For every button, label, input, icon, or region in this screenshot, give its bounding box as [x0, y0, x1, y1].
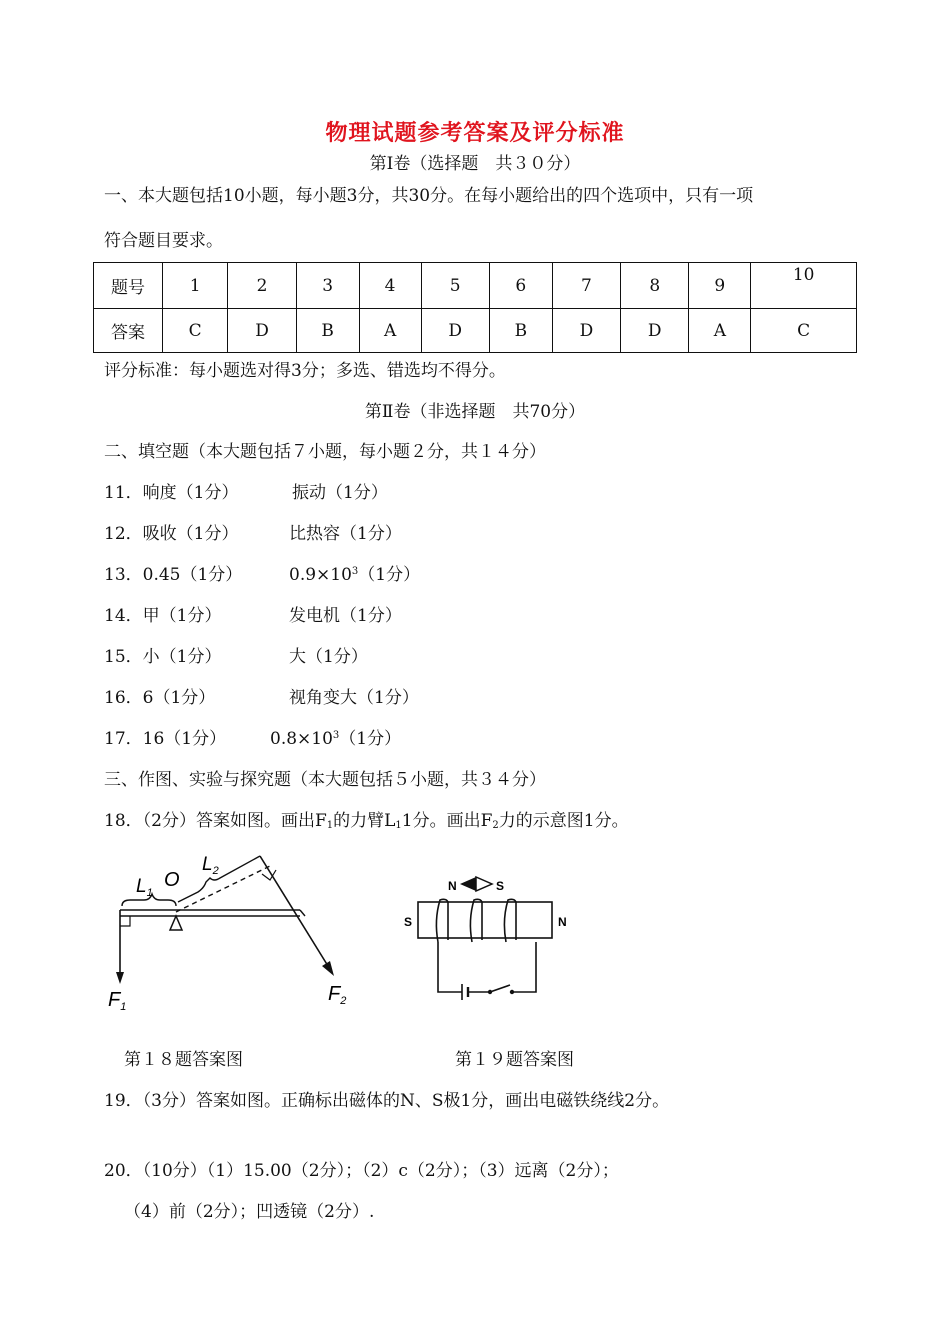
section2-heading: 二、填空题（本大题包括７小题，每小题２分，共１４分）: [104, 442, 546, 462]
f2-arrowhead: [322, 961, 334, 976]
section3-heading: 三、作图、实验与探究题（本大题包括５小题，共３４分）: [104, 770, 546, 790]
core-s-label: S: [404, 915, 413, 929]
winding-1: [436, 899, 448, 942]
pivot-triangle: [170, 916, 182, 930]
table-cell: D: [421, 309, 489, 353]
f2-line: [260, 856, 328, 966]
answer-14-b: 发电机（1分）: [289, 606, 402, 626]
needle-s-label: S: [496, 879, 505, 893]
needle-n-end: [460, 877, 476, 891]
l2-brace: [178, 856, 260, 902]
q19-answer: 19．（3分）答案如图。正确标出磁体的N、S极1分，画出电磁铁绕线2分。: [104, 1091, 670, 1111]
answer-table: [93, 262, 857, 353]
answer-16: 16．6（1分）: [104, 688, 216, 708]
page-title: 物理试题参考答案及评分标准: [325, 120, 625, 146]
table-cell: C: [751, 309, 857, 353]
pivot-label: O: [164, 869, 180, 891]
needle-s-end: [476, 877, 492, 891]
answer-11-b: 振动（1分）: [292, 483, 388, 503]
table-cell: 2: [228, 263, 296, 309]
caption-fig19: 第１９题答案图: [455, 1050, 574, 1070]
table-cell: B: [296, 309, 359, 353]
answer-11: 11．响度（1分）: [104, 483, 239, 503]
table-cell: D: [552, 309, 620, 353]
table-row-numbers: [94, 263, 857, 309]
row-label-answer: 答案: [94, 309, 163, 353]
table-cell: 10: [751, 263, 857, 309]
caption-fig18: 第１８题答案图: [124, 1050, 243, 1070]
needle-n-label: N: [448, 879, 457, 893]
table-cell: 4: [359, 263, 421, 309]
circuit-right-wire: [512, 942, 536, 992]
answer-14: 14．甲（1分）: [104, 606, 222, 626]
section1-instruction-cont: 符合题目要求。: [104, 231, 223, 251]
answer-13: 13．0.45（1分）: [104, 565, 243, 585]
answer-15: 15．小（1分）: [104, 647, 222, 667]
answer-15-b: 大（1分）: [289, 647, 368, 667]
answer-13-b: $0.9\times 10^3(1$分）: [289, 565, 421, 585]
answer-12-b: 比热容（1分）: [289, 524, 402, 544]
electromagnet-diagram: [400, 868, 580, 1018]
answer-12: 12．吸收（1分）: [104, 524, 239, 544]
section1-instruction: 一、本大题包括10小题，每小题3分，共30分。在每小题给出的四个选项中，只有一项: [104, 186, 754, 206]
table-cell: A: [359, 309, 421, 353]
q20-answer-cont: （4）前（2分）；凹透镜（2分）.: [124, 1202, 375, 1222]
f1-label: $F_1$: [108, 989, 127, 1013]
table-cell: 7: [552, 263, 620, 309]
q18-answer: 18．（2分）答案如图。画出$F_1$的力臂$L_11$分。画出$F_2$力的示意图1分。: [104, 811, 629, 831]
core-n-label: N: [558, 915, 567, 929]
lever-diagram: [100, 848, 380, 1023]
winding-3: [504, 899, 516, 942]
answer-17: 17．16（1分）: [104, 729, 227, 749]
f2-label: $F_2$: [328, 983, 347, 1007]
winding-2: [470, 899, 482, 942]
scoring-note: 评分标准：每小题选对得3分；多选、错选均不得分。: [104, 361, 506, 381]
table-cell: D: [228, 309, 296, 353]
table-cell: B: [489, 309, 552, 353]
table-cell: D: [621, 309, 689, 353]
circuit-left-wire: [438, 942, 462, 992]
table-row-answers: [94, 309, 857, 353]
answer-16-b: 视角变大（1分）: [289, 688, 419, 708]
table-cell: C: [163, 309, 228, 353]
part1-heading: 第Ⅰ卷（选择题 共３０分）: [369, 154, 581, 174]
l2-dashed-arm: [176, 866, 270, 912]
table-cell: A: [689, 309, 751, 353]
table-cell: 3: [296, 263, 359, 309]
table-cell: 6: [489, 263, 552, 309]
table-cell: 5: [421, 263, 489, 309]
f1-arrowhead: [116, 972, 124, 984]
answer-17-b: $0.8\times 10^3(1$分）: [270, 729, 402, 749]
l1-label: $L_1$: [136, 876, 153, 899]
table-cell: 8: [621, 263, 689, 309]
l2-label: $L_2$: [202, 854, 219, 877]
row-label-number: 题号: [94, 263, 163, 309]
table-cell: 1: [163, 263, 228, 309]
table-cell: 9: [689, 263, 751, 309]
part2-heading: 第Ⅱ卷（非选择题 共70分）: [364, 402, 586, 422]
q20-answer: 20．（10分）（1）15.00（2分）；（2）c（2分）；（3）远离（2分）；: [104, 1161, 619, 1181]
switch-lever: [490, 985, 510, 992]
